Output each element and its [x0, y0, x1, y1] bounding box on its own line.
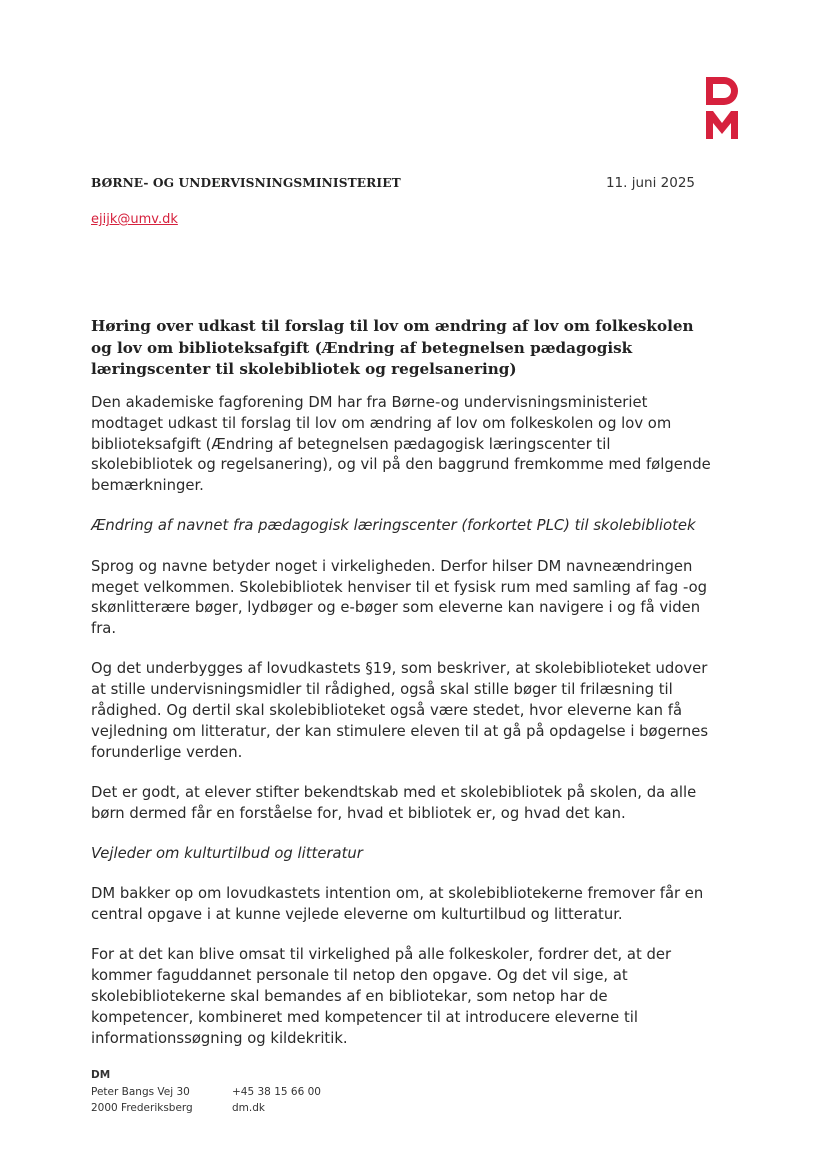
paragraph: Det er godt, at elever stifter bekendtskab med et skolebibliotek på skolen, da alle børn dermed får en forståelse for, hvad et bibliotek er, og hvad det kan. — [91, 783, 697, 822]
footer-contact — [232, 1085, 392, 1116]
paragraph: Og det underbygges af lovudkastets §19, som beskriver, at skolebiblioteket udover at stille undervisningsmidler til rådighed, også skal stille bøger til frilæsning til rådighed. Og dertil skal skolebiblioteket også være stedet, hvor eleverne kan få vejledning om litteratur, der kan stimulere eleven til at gå på opdagelse i bøgernes forunderlige verden. — [91, 660, 709, 761]
recipient-email-link[interactable]: ejijk@umv.dk — [91, 212, 178, 227]
footer-city: 2000 Frederiksberg — [91, 1101, 193, 1114]
footer-address — [91, 1085, 251, 1116]
footer — [91, 1068, 321, 1114]
footer-street: Peter Bangs Vej 30 — [91, 1086, 190, 1098]
footer-org: DM — [91, 1069, 111, 1081]
footer-web[interactable]: dm.dk — [232, 1101, 265, 1114]
paragraph-intro: Den akademiske fagforening DM har fra Børne-og undervisningsministeriet modtaget udkast til forslag til lov om ændring af lov om folkeskolen og lov om biblioteksafgift (Ændring af betegnelsen pædagogisk læringscenter til skolebibliotek og regelsanering), og vil på den baggrund fremkomme med følgende bemærkninger. — [91, 394, 711, 495]
paragraph: For at det kan blive omsat til virkelighed på alle folkeskoler, fordrer det, at der kommer faguddannet personale til netop den opgave. Og det vil sige, at skolebibliotekerne skal bemandes af en bibliotekar, som netop har de kompetencer, kombineret med kompetencer til at introducere eleverne til informationssøgning og kildekritik. — [91, 946, 672, 1047]
dm-logo-icon — [706, 77, 738, 139]
footer-phone: +45 38 15 66 00 — [232, 1086, 321, 1098]
letter-body — [91, 393, 711, 1069]
paragraph: Sprog og navne betyder noget i virkeligheden. Derfor hilser DM navneændringen meget velkommen. Skolebibliotek henviser til et fysisk rum med samling af fag -og skønlitterære bøger, lydbøger og e-bøger som eleverne kan navigere i og få viden fra. — [91, 557, 708, 638]
section-heading-name-change: Ændring af navnet fra pædagogisk læringscenter (forkortet PLC) til skolebibliotek — [91, 517, 696, 535]
letter-title: Høring over udkast til forslag til lov om ændring af lov om folkeskolen og lov om biblioteksafgift (Ændring af betegnelsen pædagogisk læringscenter til skolebibliotek og regelsanering) — [91, 317, 694, 378]
section-heading-guidance: Vejleder om kulturtilbud og litteratur — [91, 845, 363, 863]
paragraph: DM bakker op om lovudkastets intention om, at skolebibliotekerne fremover får en central opgave i at kunne vejlede eleverne om kulturtilbud og litteratur. — [91, 885, 704, 924]
recipient: BØRNE- OG UNDERVISNINGSMINISTERIET — [91, 176, 401, 190]
letter-date: 11. juni 2025 — [605, 175, 695, 191]
